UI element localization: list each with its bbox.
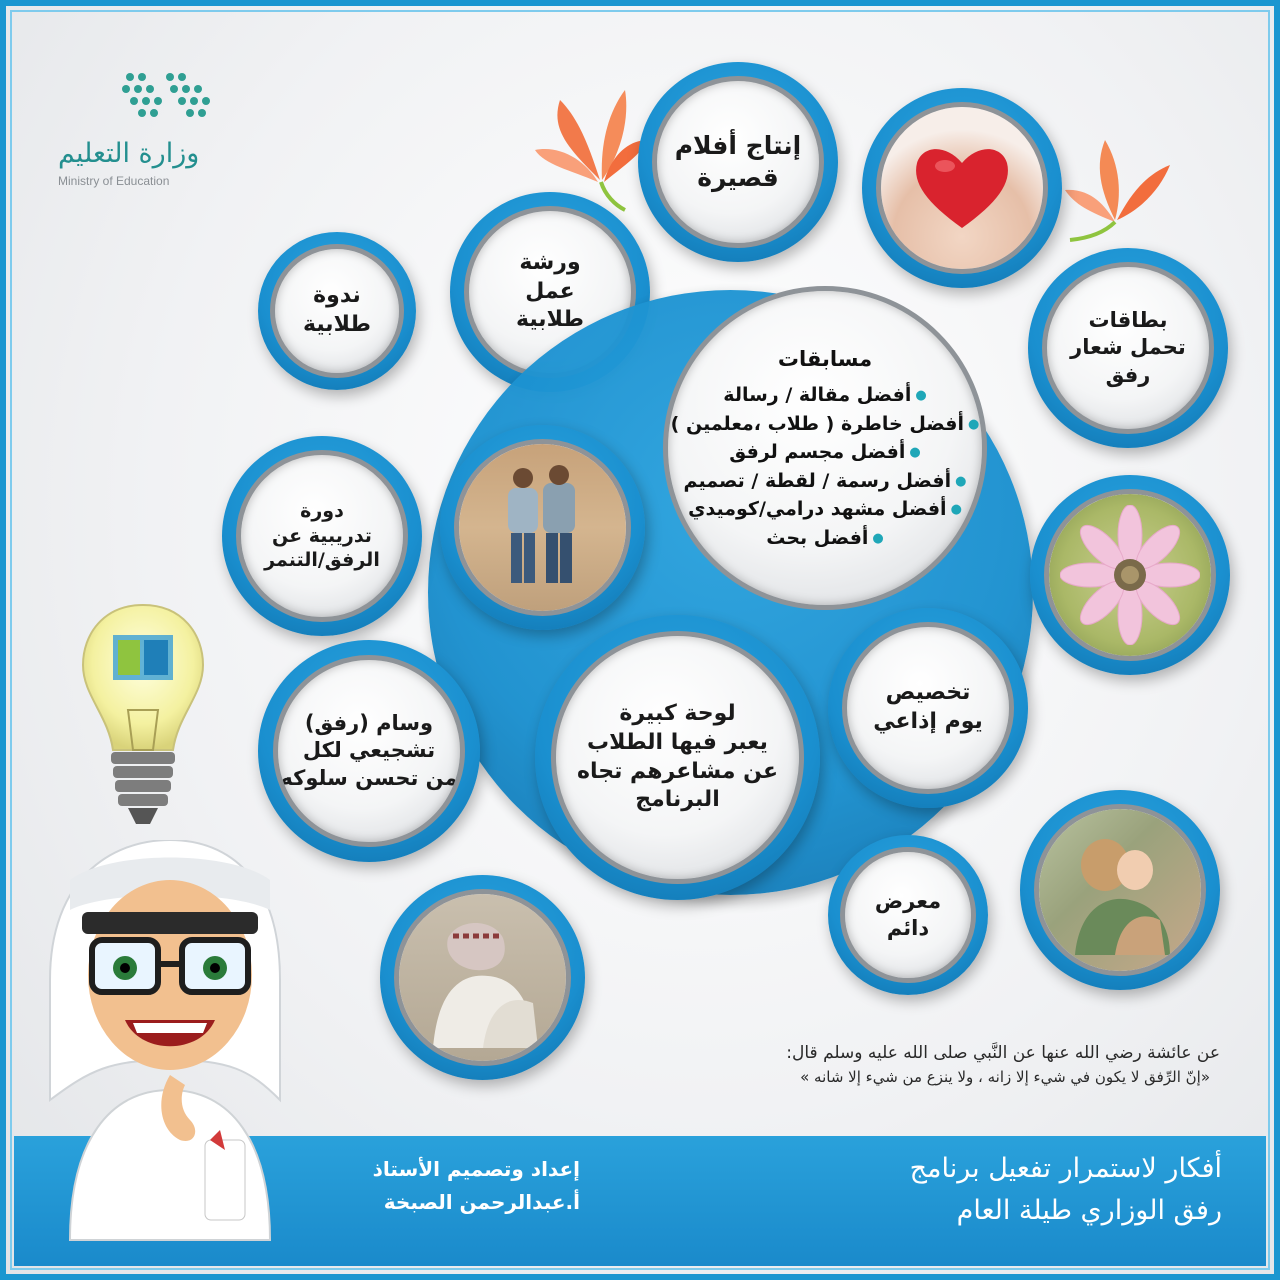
seminar-label: ندوة طلابية xyxy=(302,283,371,337)
competition-item: ● أفضل خاطرة ( طلاب ،معلمين ) xyxy=(671,410,980,439)
films-circle xyxy=(638,62,838,262)
exhibition-label: معرض دائم xyxy=(874,888,942,940)
hadith-block xyxy=(580,1040,1220,1090)
kids-hug-photo-circle xyxy=(1020,790,1220,990)
heart-photo-circle xyxy=(862,88,1062,288)
course-circle xyxy=(222,436,422,636)
orange-flower-right xyxy=(1060,120,1180,250)
friends-walking-image xyxy=(493,463,593,593)
competitions-list xyxy=(671,344,980,553)
daisy-photo-circle xyxy=(1030,475,1230,675)
badge-circle xyxy=(258,640,480,862)
cards-label: بطاقات تحمل شعار رفق xyxy=(1070,308,1186,387)
ministry-name-english: Ministry of Education xyxy=(58,174,170,188)
workshop-label: ورشة عمل طلابية xyxy=(515,250,584,333)
men-embracing-image xyxy=(413,908,553,1048)
banner-title: أفكار لاستمرار تفعيل برنامج رفق الوزاري طيلة العام xyxy=(909,1153,1222,1226)
men-hug-photo-circle xyxy=(380,875,585,1080)
ministry-name-arabic: وزارة التعليم xyxy=(58,138,200,169)
badge-label: وسام (رفق) تشجيعي لكل من تحسن سلوكه xyxy=(280,711,458,790)
competition-item: ● أفضل مجسم لرفق xyxy=(671,438,980,467)
big-board-label: لوحة كبيرة يعبر فيها الطلاب عن مشاعرهم تجاه البرنامج xyxy=(577,701,778,813)
competitions-title: مسابقات xyxy=(777,346,873,371)
competition-item: ● أفضل مشهد درامي/كوميدي xyxy=(671,495,980,524)
cards-circle xyxy=(1028,248,1228,448)
radio-day-label: تخصيص يوم إذاعي xyxy=(873,680,983,734)
competition-item: ● أفضل بحث xyxy=(671,524,980,553)
heart-in-hands-image xyxy=(907,138,1017,238)
radio-day-circle xyxy=(828,608,1028,808)
films-label: إنتاج أفلام قصيرة xyxy=(674,130,802,192)
exhibition-circle xyxy=(828,835,988,995)
hadith-quote: «إنّ الرِّفق لا يكون في شيء إلا زانه ، ولا ينزع من شيء إلا شانه » xyxy=(800,1068,1210,1087)
big-board-circle xyxy=(535,615,820,900)
competition-item: ● أفضل رسمة / لقطة / تصميم xyxy=(671,467,980,496)
boys-photo-circle xyxy=(440,425,645,630)
seminar-circle xyxy=(258,232,416,390)
children-hugging-image xyxy=(1055,825,1185,955)
pink-daisy-image xyxy=(1060,505,1200,645)
competitions-circle xyxy=(643,278,1033,608)
competition-item: ● أفضل مقالة / رسالة xyxy=(671,381,980,410)
cartoon-teacher-character xyxy=(30,840,310,1270)
author-credit: إعداد وتصميم الأستاذ أ.عبدالرحمن الصبخة xyxy=(372,1157,580,1214)
lightbulb-icon xyxy=(78,600,208,830)
course-label: دورة تدريبية عن الرفق/التنمر xyxy=(264,499,380,572)
hadith-intro: عن عائشة رضي الله عنها عن النَّبي صلى الله عليه وسلم قال: xyxy=(786,1043,1220,1063)
